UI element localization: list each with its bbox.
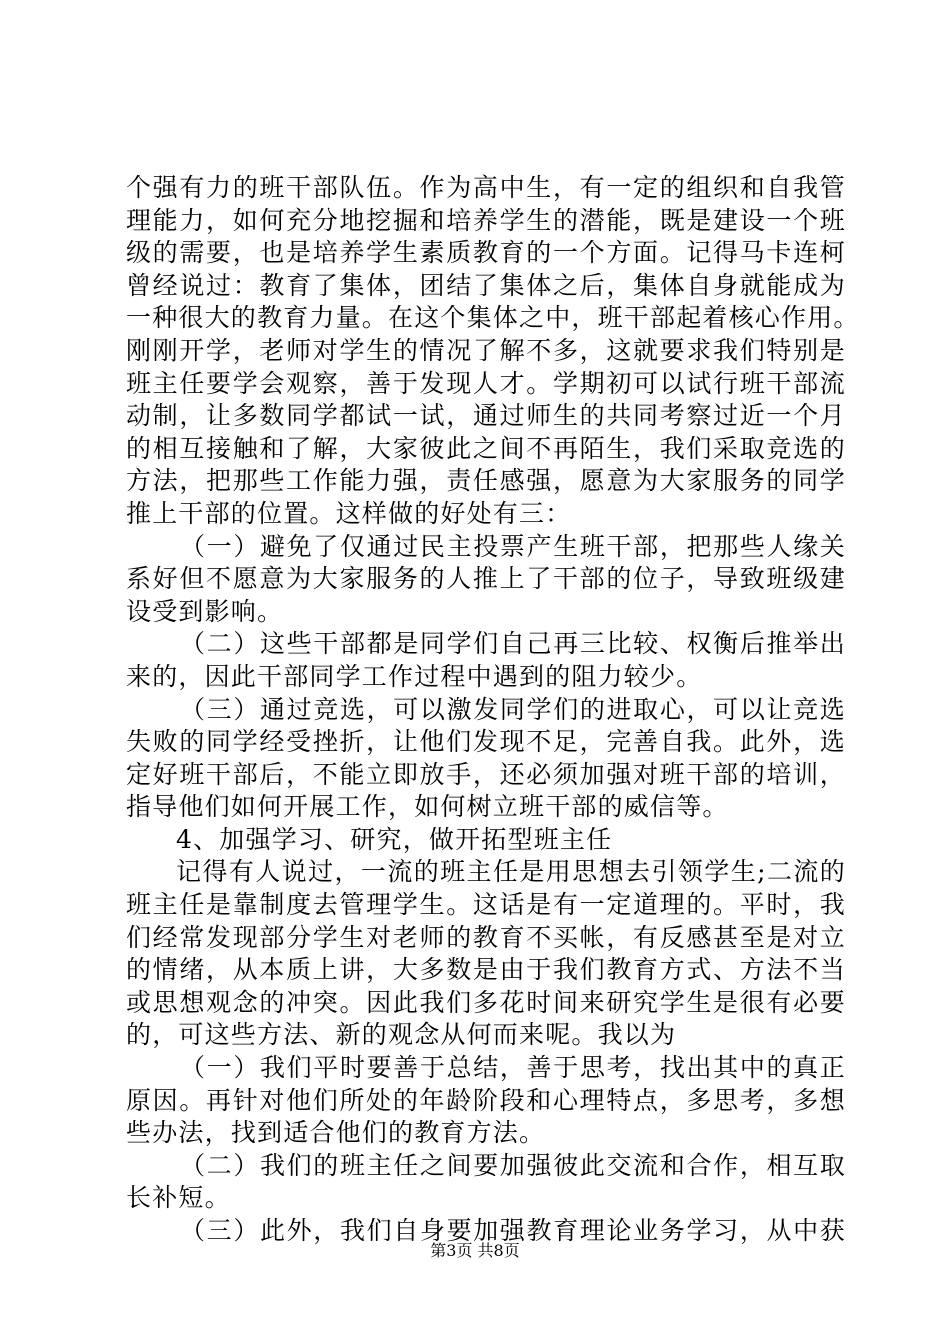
text-line: 记得有人说过，一流的班主任是用思想去引领学生;二流的 — [176, 857, 846, 887]
text-line: 长补短。 — [126, 1183, 231, 1213]
text-line: 曾经说过：教育了集体，团结了集体之后，集体自身就能成为 — [126, 270, 846, 300]
document-body-text — [126, 172, 860, 1248]
text-line: 的情绪，从本质上讲，大多数是由于我们教育方式、方法不当 — [126, 955, 846, 985]
page-footer: 第3页 共8页 — [430, 1241, 520, 1260]
text-line: （二）我们的班主任之间要加强彼此交流和合作，相互取 — [180, 1150, 846, 1180]
text-line: 方法，把那些工作能力强，责任感强，愿意为大家服务的同学 — [126, 466, 846, 496]
text-line: 个强有力的班干部队伍。作为高中生，有一定的组织和自我管 — [126, 173, 846, 202]
text-line: 一种很大的教育力量。在这个集体之中，班干部起着核心作用。 — [126, 303, 860, 333]
text-line: 班主任要学会观察，善于发现人才。学期初可以试行班干部流 — [126, 368, 846, 398]
text-line: 来的，因此干部同学工作过程中遇到的阻力较少。 — [126, 661, 703, 691]
text-line: 失败的同学经受挫折，让他们发现不足，完善自我。此外，选 — [126, 727, 846, 757]
text-line: 的，可这些方法、新的观念从何而来呢。我以为 — [126, 1020, 677, 1050]
text-line: 些办法，找到适合他们的教育方法。 — [126, 1118, 546, 1148]
text-line: （一）避免了仅通过民主投票产生班干部，把那些人缘关 — [180, 531, 846, 561]
text-line: （一）我们平时要善于总结，善于思考，找出其中的真正 — [180, 1053, 846, 1083]
text-line: （二）这些干部都是同学们自己再三比较、权衡后推举出 — [180, 629, 846, 659]
text-line: 级的需要，也是培养学生素质教育的一个方面。记得马卡连柯 — [126, 238, 846, 268]
text-line: 4、加强学习、研究，做开拓型班主任 — [176, 824, 613, 854]
text-line: 定好班干部后，不能立即放手，还必须加强对班干部的培训， — [126, 759, 846, 789]
text-line: 理能力，如何充分地挖掘和培养学生的潜能，既是建设一个班 — [126, 205, 846, 235]
text-line: 系好但不愿意为大家服务的人推上了干部的位子，导致班级建 — [126, 564, 846, 594]
text-line: 推上干部的位置。这样做的好处有三： — [126, 498, 572, 528]
text-line: （三）此外，我们自身要加强教育理论业务学习，从中获 — [180, 1216, 846, 1245]
text-line: 班主任是靠制度去管理学生。这话是有一定道理的。平时，我 — [126, 890, 846, 920]
text-line: 刚刚开学，老师对学生的情况了解不多，这就要求我们特别是 — [126, 335, 846, 365]
text-line: 的相互接触和了解，大家彼此之间不再陌生，我们采取竞选的 — [126, 433, 846, 463]
text-line: 设受到影响。 — [126, 596, 284, 626]
text-line: 或思想观念的冲突。因此我们多花时间来研究学生是很有必要 — [126, 987, 846, 1017]
text-line: （三）通过竞选，可以激发同学们的进取心，可以让竞选 — [180, 694, 846, 724]
text-line: 动制，让多数同学都试一试，通过师生的共同考察过近一个月 — [126, 401, 846, 431]
text-line: 指导他们如何开展工作，如何树立班干部的威信等。 — [126, 792, 729, 822]
text-line: 原因。再针对他们所处的年龄阶段和心理特点，多思考，多想 — [126, 1085, 846, 1115]
text-line: 们经常发现部分学生对老师的教育不买帐，有反感甚至是对立 — [126, 922, 846, 952]
